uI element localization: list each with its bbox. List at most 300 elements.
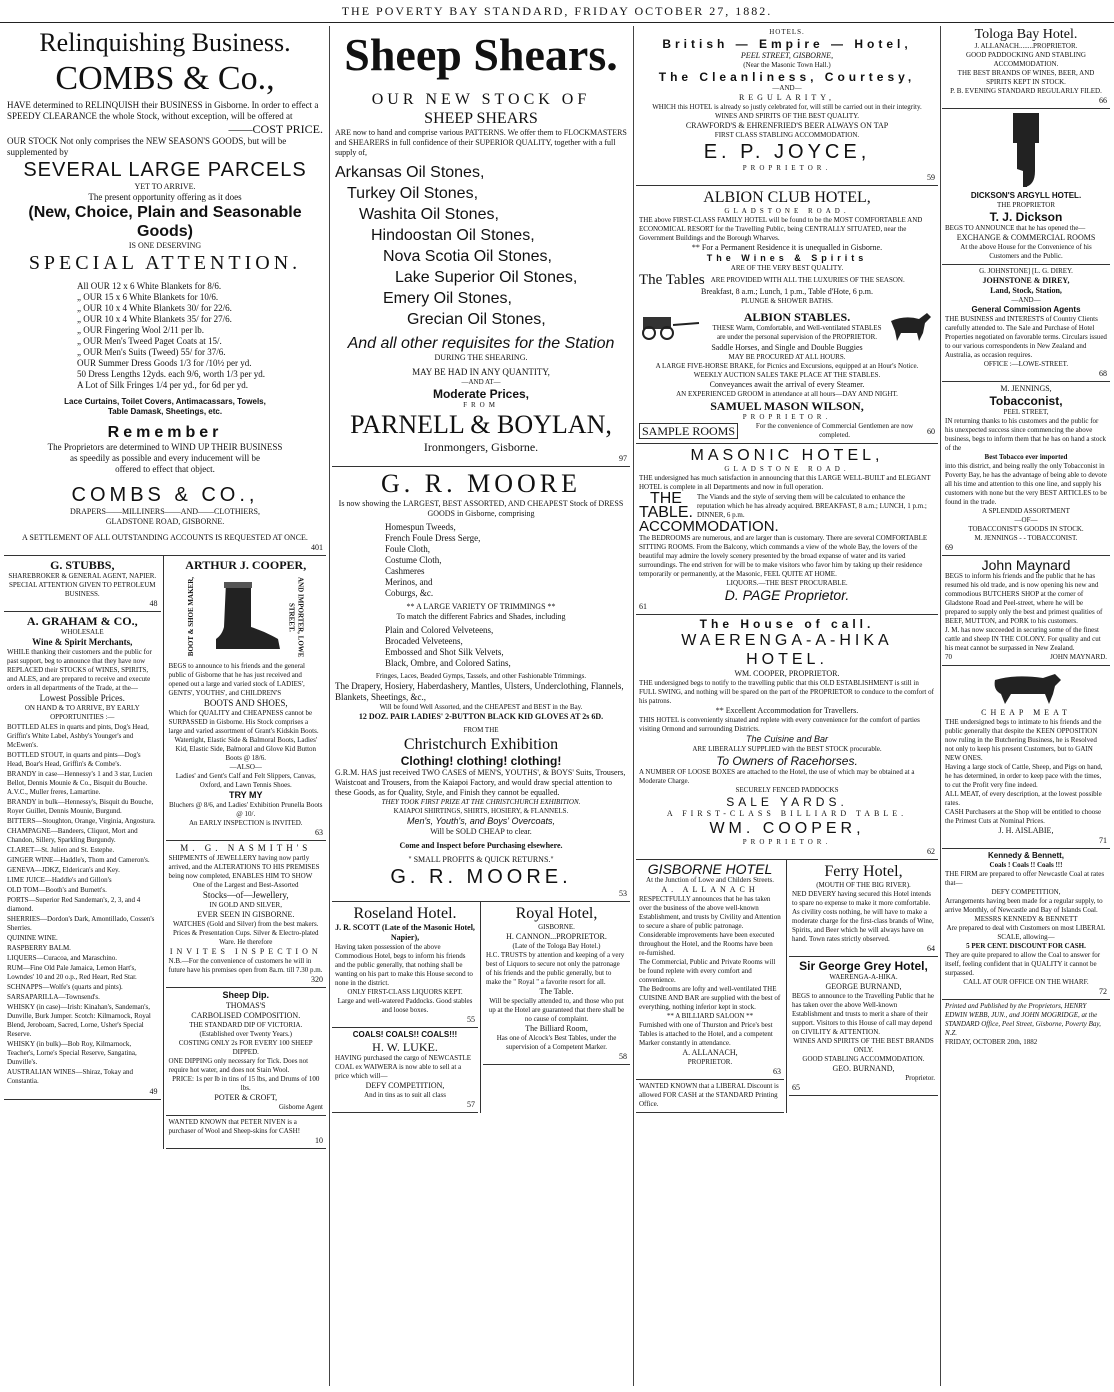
albion-heading: ALBION CLUB HOTEL, bbox=[703, 189, 871, 206]
loose-boxes: A NUMBER OF LOOSE BOXES are attached to the Hotel, the use of which may be obtained at a Moderate Charge. bbox=[639, 768, 915, 785]
messrs-body: Are prepared to deal with Customers on most LIBERAL SCALE, allowing— bbox=[946, 924, 1106, 941]
billiard-table: A FIRST-CLASS BILLIARD TABLE. bbox=[666, 809, 908, 818]
allow: They are quite prepared to allow the Coal to answer for itself, feeling confident that in QUALITY it cannot be surpassed. bbox=[945, 951, 1101, 977]
offered: offered to effect that object. bbox=[115, 464, 215, 474]
maynard-heading: John Maynard bbox=[981, 557, 1071, 573]
list-item: PORTS—Superior Red Sandeman's, 2, 3, and 4 diamond. bbox=[7, 896, 141, 913]
waerenga-heading: WAERENGA-A-HIKA HOTEL. bbox=[681, 632, 893, 668]
during: DURING THE SHEARING. bbox=[434, 353, 528, 362]
list-item: Black, Ombre, and Colored Satins, bbox=[385, 658, 511, 668]
exchange-body: At the above House for the Convenience of his Customers and the Public. bbox=[960, 243, 1092, 260]
maynard-footer-row bbox=[945, 653, 1107, 662]
left-subcolumn bbox=[4, 556, 164, 1149]
johnstone-body: THE BUSINESS and INTERESTS of Country Clients carefully attended to. The Sale and Purchase of Hotel Properties negotiated on favorable terms. Circulars issued to our various correspondents in New Zealand and Australia, as occasion requires. bbox=[945, 315, 1107, 359]
wm-cooper: WM. COOPER, bbox=[709, 820, 865, 837]
maynard-body-2: J. M. has now succeeded in securing some of the finest cattle and sheep IN THE COLONY. For quality and cut his meat cannot be surpassed in New Zealand. bbox=[945, 626, 1101, 652]
the-table-row bbox=[639, 492, 935, 520]
allanach-body: RESPECTFULLY announces that he has taken over the business of the above well-known Establishment, and trusts by Civility and Attention to secure a share of public patronage. bbox=[639, 895, 781, 930]
list-item: Emery Oil Stones, bbox=[383, 290, 512, 307]
list-item: Homespun Tweeds, bbox=[385, 522, 456, 532]
gladstone-road: GLADSTONE ROAD, GISBORNE. bbox=[105, 517, 225, 526]
and: —AND— bbox=[772, 84, 802, 92]
good-stabling: GOOD STABLING ACCOMMODATION. bbox=[802, 1055, 925, 1063]
cannon: H. CANNON...PROPRIETOR. bbox=[506, 932, 607, 941]
niven-advert bbox=[166, 1116, 326, 1149]
gold-silver: IN GOLD AND SILVER, bbox=[209, 901, 282, 909]
accommodation-row bbox=[639, 520, 935, 534]
roseland-heading: Roseland Hotel. bbox=[353, 905, 457, 922]
sample-desc: For the convenience of Commercial Gentlemen are now completed. bbox=[755, 422, 914, 439]
liquors: LIQUORS.—THE BEST PROCURABLE. bbox=[726, 579, 848, 587]
alterations: Considerable improvements have been executed throughout the Hotel, and the Rooms have been re-furnished. bbox=[639, 931, 775, 957]
defy: DEFY COMPETITION, bbox=[991, 888, 1061, 896]
devery-body: As civility costs nothing, he will have to make a moderate charge for the first-class brands of Wine, Spirits, and Beer which he will always have on hand. Town rates strictly observed. bbox=[792, 908, 934, 943]
sheep-shears-heading: Sheep Shears. bbox=[344, 29, 618, 80]
page-proprietor: D. PAGE Proprietor. bbox=[724, 587, 850, 603]
owners: To Owners of Racehorses. bbox=[716, 754, 858, 768]
table-damask: Table Damask, Sheetings, etc. bbox=[107, 407, 223, 416]
ad-number: 70 bbox=[945, 653, 952, 661]
nasmith-largest: One of the Largest and Best-Assorted bbox=[193, 881, 299, 889]
list-item: RUM—Fine Old Pale Jamaica, Lemon Hart's, Lowndes' 10 and 20 o.p., Red Heart, Red Star. bbox=[7, 964, 137, 981]
johnstone-names: G. JOHNSTONE] [L. G. DIREY. bbox=[979, 267, 1073, 275]
ad-number: 320 bbox=[311, 975, 323, 984]
our-stock: OUR STOCK Not only comprises the NEW SEASON'S GOODS, but will be supplemented by bbox=[7, 136, 287, 157]
poter-place: Gisborne Agent bbox=[278, 1103, 323, 1111]
stubbs-attention: SPECIAL ATTENTION GIVEN TO PETROLEUM BUSINESS. bbox=[9, 581, 156, 598]
ad-number: 49 bbox=[149, 1087, 158, 1096]
cooper-also: —ALSO— bbox=[229, 763, 262, 771]
jewellery-stocks: Stocks—of—Jewellery, bbox=[202, 890, 289, 900]
dickson-body: BEGS TO ANNOUNCE that he has opened the— bbox=[945, 224, 1086, 232]
ferry-heading: Ferry Hotel, bbox=[824, 863, 903, 880]
paddocks: Large and well-watered Paddocks. Good stables and loose boxes. bbox=[337, 997, 473, 1014]
sheep-shears-advert bbox=[332, 26, 630, 467]
ad-number: 60 bbox=[927, 426, 935, 436]
list-item: OUR Summer Dress Goods 1/3 for /10½ per yd. bbox=[77, 358, 252, 368]
yet-to-arrive: YET TO ARRIVE. bbox=[134, 182, 196, 191]
drapery: The Drapery, Hosiery, Haberdashery, Mantles, Ulsters, Underclothing, Flannels, Blankets, Sheetings, &c., bbox=[335, 681, 624, 702]
list-item: Hindoostan Oil Stones, bbox=[371, 227, 535, 244]
billiard-body: Has one of Alcock's Best Tables, under the supervision of a Competent Marker. bbox=[496, 1034, 617, 1051]
and: —AND— bbox=[1011, 296, 1041, 304]
best-tobacco: Best Tobacco ever imported bbox=[984, 453, 1068, 461]
list-item: Costume Cloth, bbox=[385, 555, 442, 565]
list-item: BRANDY in bulk—Hennessy's, Bisquit du Bouche, Royer Guillet, Dennis Mounie, Burgund. bbox=[7, 798, 154, 815]
lower-column-1 bbox=[4, 556, 326, 1149]
stubbs-name: G. STUBBS, bbox=[50, 558, 115, 572]
waerenga-advert bbox=[636, 615, 938, 860]
cash-purchasers: CASH Purchasers at the Shop will be entitled to choose the Primest Cuts at Nominal Prices. bbox=[945, 808, 1102, 825]
tobacconist-goods: TOBACCONIST'S GOODS IN STOCK. bbox=[968, 525, 1084, 533]
standard-dip: THE STANDARD DIP OF VICTORIA. bbox=[189, 1021, 303, 1029]
wines-spirits: The Wines & Spirits bbox=[706, 253, 868, 263]
deserving: IS ONE DESERVING bbox=[128, 241, 202, 250]
cheap-meat-heading: CHEAP MEAT bbox=[981, 708, 1071, 717]
list-item: AUSTRALIAN WINES—Shiraz, Tokay and Constantia. bbox=[7, 1068, 134, 1085]
wilson: SAMUEL MASON WILSON, bbox=[710, 399, 864, 413]
jennings-advert bbox=[942, 382, 1110, 556]
list-item: SCHNAPPS—Wolfe's (quarts and pints). bbox=[7, 983, 123, 991]
right-subcolumn bbox=[164, 556, 326, 1149]
dress-goods-list bbox=[335, 522, 627, 599]
mouth: (MOUTH OF THE BIG RIVER). bbox=[816, 881, 911, 889]
imprint-date: FRIDAY, OCTOBER 20th, 1882 bbox=[945, 1038, 1038, 1046]
christchurch-exhibition: Christchurch Exhibition bbox=[403, 736, 559, 753]
this-hotel: THIS HOTEL is conveniently situated and replete with every convenience for the comfort of parties visiting Ormond and surrounding Districts. bbox=[639, 716, 920, 733]
bedrooms: The Bedrooms are lofty and well-ventilated THE CUISINE AND BAR are supplied with the best of everything, nothing inferior kept in stock. bbox=[639, 985, 781, 1011]
prop: PROPRIETOR. bbox=[687, 1058, 733, 1066]
kennedy-advert bbox=[942, 849, 1110, 1000]
masonic-heading: MASONIC HOTEL, bbox=[690, 447, 884, 464]
ad-number: 61 bbox=[639, 602, 647, 611]
watches: WATCHES (Gold and Silver) from the best makers. Prices & Presentation Cups. Silver & Electro-plated Ware. He therefore bbox=[172, 920, 319, 946]
nasmith-heading: M. G. NASMITH'S bbox=[180, 843, 312, 853]
which: WHICH this HOTEL is already so justly celebrated for, will still be carried out in their integrity. bbox=[652, 103, 922, 111]
stubbs-advert bbox=[4, 556, 161, 612]
crawford: CRAWFORD'S & EHRENFRIED'S BEER ALWAYS ON TAP bbox=[685, 121, 889, 130]
cooper-heading: ARTHUR J. COOPER, bbox=[185, 558, 307, 572]
shears-body: ARE now to hand and comprise various PATTERNS. We offer them to FLOCKMASTERS and SHEARERS in full confidence of their SUPERIOR QUALITY, together with a full supply of, bbox=[335, 128, 627, 157]
list-item: All OUR 12 x 6 White Blankets for 8/6. bbox=[77, 281, 222, 291]
the-table: The Table. bbox=[539, 987, 574, 996]
sheep-dip-advert bbox=[166, 988, 326, 1116]
special-attention: SPECIAL ATTENTION. bbox=[28, 252, 302, 274]
saddle: Saddle Horses, and Single and Double Buggies bbox=[711, 343, 863, 352]
british-heading: British — Empire — Hotel, bbox=[662, 37, 912, 51]
inspection: An EARLY INSPECTION is INVITED. bbox=[188, 819, 303, 827]
combs-heading: COMBS & Co., bbox=[55, 60, 275, 97]
procured: MAY BE PROCURED AT ALL HOURS. bbox=[728, 353, 846, 361]
settlement: A SETTLEMENT OF ALL OUTSTANDING ACCOUNTS IS REQUESTED AT ONCE. bbox=[22, 533, 308, 542]
livestock-illustration bbox=[945, 668, 1107, 708]
stabling: FIRST CLASS STABLING ACCOMMODATION. bbox=[714, 131, 860, 139]
cleanliness: The Cleanliness, Courtesy, bbox=[658, 70, 916, 84]
standard-filed: P. B. EVENING STANDARD REGULARLY FILED. bbox=[950, 87, 1102, 95]
ad-number: 69 bbox=[945, 543, 953, 552]
stables-row bbox=[639, 309, 935, 343]
match: To match the different Fabrics and Shades, including bbox=[396, 612, 566, 621]
ad-number: 63 bbox=[315, 828, 323, 837]
discount: 5 PER CENT. DISCOUNT FOR CASH. bbox=[966, 942, 1086, 950]
list-item: Arkansas Oil Stones, bbox=[335, 164, 485, 181]
list-item: LIQUERS—Curacoa, and Maraschino. bbox=[7, 954, 118, 962]
splendid: A SPLENDID ASSORTMENT bbox=[982, 507, 1070, 515]
column-rule bbox=[940, 26, 941, 1386]
cheap-body-2: Having a large stock of Cattle, Sheep, and Pigs on hand, he has determined, in order to keep pace with the times, to cut the Profit very fine indeed. bbox=[945, 763, 1103, 789]
scott-heading: J. R. SCOTT (Late of the Masonic Hotel, Napier), bbox=[335, 923, 475, 942]
the-table-heading: THE TABLE. bbox=[639, 490, 693, 521]
billiard-room: The Billiard Room, bbox=[525, 1024, 588, 1033]
ad-number: 55 bbox=[467, 1015, 475, 1024]
plunge: PLUNGE & SHOWER BATHS. bbox=[741, 297, 833, 305]
list-item: Grecian Oil Stones, bbox=[407, 311, 546, 328]
from: FROM bbox=[463, 401, 499, 409]
wanted-known: WANTED KNOWN that a LIBERAL Discount is allowed FOR CASH at the STANDARD Printing Office. bbox=[639, 1082, 779, 1108]
luke-body: HAVING purchased the cargo of NEWCASTLE COAL ex WAIWERA is now able to sell at a price which will— bbox=[335, 1054, 472, 1080]
stables-heading: ALBION STABLES. bbox=[743, 310, 851, 324]
try-my: TRY MY bbox=[229, 790, 263, 800]
list-item: GENEVA—JDKZ, Elderican's and Key. bbox=[7, 866, 120, 874]
wines-best: WINES AND SPIRITS OF THE BEST BRANDS ONLY. bbox=[793, 1037, 934, 1054]
cuisine: The Cuisine and Bar bbox=[745, 734, 829, 744]
geo-burnand: GEO. BURNAND, bbox=[832, 1064, 895, 1073]
moore-advert bbox=[332, 467, 630, 902]
scott-body: Having taken possession of the above Commodious Hotel, begs to inform his friends and the public generally, that nothing shall be wanting on his part to make this House second to none in the district. bbox=[335, 943, 473, 987]
dip-price: PRICE: 1s per lb in tins of 15 lbs, and Drums of 100 lbs. bbox=[172, 1075, 320, 1092]
ironmongers: Ironmongers, Gisborne. bbox=[423, 440, 539, 454]
column-4 bbox=[942, 26, 1110, 1386]
grey-place: WAERENGA-A-HIKA. bbox=[829, 973, 898, 981]
column-3 bbox=[636, 26, 938, 1386]
ferry-hotel-advert bbox=[789, 860, 938, 957]
list-item: Merinos, and bbox=[385, 577, 433, 587]
tobacconist-heading: Tobacconist, bbox=[989, 394, 1063, 408]
nasmith-advert bbox=[166, 841, 326, 988]
relinquishing-heading: Relinquishing Business. bbox=[39, 28, 291, 57]
tologa-heading: Tologa Bay Hotel. bbox=[974, 27, 1078, 42]
list-item: „ OUR Men's Tweed Paget Coats at 15/. bbox=[77, 336, 222, 346]
combs-intro: HAVE determined to RELINQUISH their BUSINESS in Gisborne. In order to effect a SPEEDY CLEARANCE the whole Stock, without exception, will be offered at bbox=[7, 100, 319, 121]
small-profits: " SMALL PROFITS & QUICK RETURNS." bbox=[408, 855, 554, 864]
graham-heading: A. GRAHAM & CO., bbox=[26, 614, 138, 628]
left-subcolumn bbox=[636, 860, 787, 1113]
dickson: T. J. Dickson bbox=[989, 210, 1063, 224]
sheep-shears-sub: SHEEP SHEARS bbox=[424, 110, 538, 127]
wine-merchants: Wine & Spirit Merchants, bbox=[32, 637, 133, 647]
list-item: „ OUR Men's Suits (Tweed) 55/ for 37/6. bbox=[77, 347, 226, 357]
exchange: EXCHANGE & COMMERCIAL ROOMS bbox=[956, 233, 1096, 242]
list-item: Nova Scotia Oil Stones, bbox=[383, 248, 552, 265]
lower-column-2 bbox=[332, 902, 630, 1113]
cooper-body: BEGS to announce to his friends and the general public of Gisborne that he has just received and opened out a large and varied stock of LADIES', GENTS', YOUTHS', and CHILDREN'S bbox=[168, 662, 305, 697]
breakfast: Breakfast, 8 a.m.; Lunch, 1 p.m., Table d'Hote, 6 p.m. bbox=[700, 287, 874, 296]
first-prize: THEY TOOK FIRST PRIZE AT THE CHRISTCHURCH EXHIBITION. bbox=[381, 798, 581, 806]
joyce: E. P. JOYCE, bbox=[703, 141, 871, 163]
sir-george-grey-advert bbox=[789, 957, 938, 1096]
moore-intro: Is now showing the LARGEST, BEST ASSORTED, AND CHEAPEST Stock of DRESS GOODS in Gisborne, comprising bbox=[338, 499, 624, 518]
jennings-name: M. JENNINGS, bbox=[1000, 384, 1052, 393]
list-item: French Foule Dress Serge, bbox=[385, 533, 481, 543]
grm-body: G.R.M. HAS just received TWO CASES of MEN'S, YOUTHS', & BOYS' Suits, Trousers, Waistcoat and Trousers, from the Kaiapoi Factory, and would draw special attention to these Goods, as for Quality, Style, and Finish they cannot be equalled. bbox=[335, 768, 626, 797]
ad-number: 53 bbox=[619, 889, 627, 898]
sample-rooms-row bbox=[639, 422, 935, 440]
royal-place: GISBORNE. bbox=[538, 923, 575, 931]
list-item: Brocaded Velveteens, bbox=[385, 636, 463, 646]
list-item: SARSAPARILLA—Townsend's. bbox=[7, 993, 100, 1001]
wholesale: WHOLESALE bbox=[60, 628, 104, 636]
accommodation-body: The BEDROOMS are numerous, and are larger than is customary. There are several COMFORTABLE SITTING ROOMS. From the Balcony, which commands a view of the whole Bay, the lovers of the beautiful may admire the lovely scenery presented by the broad expanse of water and its varied surroundings. The end striven for will be to make visitors who favor him by taking up their residence temporarily or permanently, at the Masonic, FEEL QUITE AT HOME. bbox=[639, 534, 928, 578]
groom: AN EXPERIENCED GROOM in attendance at all hours—DAY AND NIGHT. bbox=[676, 390, 898, 398]
cooper-body-2: Which for QUALITY and CHEAPNESS cannot be SURPASSED in Gisborne. His Stock comprises a large and varied assortment of Grant's Kidskin Boots. bbox=[168, 709, 319, 735]
maynard-advert bbox=[942, 556, 1110, 666]
ad-number: 58 bbox=[619, 1052, 627, 1061]
ad-number: 401 bbox=[311, 543, 323, 552]
drapers: DRAPERS——MILLINERS——AND——CLOTHIERS, bbox=[69, 507, 260, 516]
cooper-list: Watertight, Elastic Side & Balmoral Boots, Ladies' Kid, Elastic Side, Balmoral and Glove Kid Button Boots @ 18/6. bbox=[174, 736, 318, 762]
gisborne-heading: GISBORNE HOTEL bbox=[647, 861, 773, 877]
allanach: A. ALLANACH bbox=[661, 885, 759, 894]
regularity: REGULARITY, bbox=[738, 93, 836, 102]
luke-heading: H. W. LUKE. bbox=[372, 1040, 438, 1054]
carriage-icon bbox=[639, 311, 709, 341]
sold-cheap: Will be SOLD CHEAP to clear. bbox=[430, 827, 532, 836]
well-assorted: Will be found Well Assorted, and the CHEAPEST and BEST in the Bay. bbox=[379, 703, 583, 711]
list-item: BOTTLED STOUT, in quarts and pints—Dog's Head, Boar's Head, Griffin's & Combe's. bbox=[7, 751, 141, 768]
arrangements: Arrangements having been made for a regular supply, to arrive Monthly, of Newcastle and Bay of Islands Coal. bbox=[945, 897, 1103, 914]
moore-heading: G. R. MOORE bbox=[380, 469, 581, 498]
list-item: Lake Superior Oil Stones, bbox=[395, 269, 578, 286]
clothing: Clothing! clothing! clothing! bbox=[400, 754, 562, 768]
stubbs-title: SHAREBROKER & GENERAL AGENT, NAPIER. bbox=[8, 572, 157, 580]
graham-advert bbox=[4, 612, 161, 1100]
sale-yards: SALE YARDS. bbox=[726, 795, 848, 809]
hand-illustration bbox=[945, 111, 1107, 191]
column-2 bbox=[332, 26, 630, 1386]
lace-curtains: Lace Curtains, Toilet Covers, Antimacassars, Towels, bbox=[64, 397, 266, 406]
albion-body: THE above FIRST-CLASS FAMILY HOTEL will be found to be the MOST COMFORTABLE AND ECONOMICAL RESORT for the Travelling Public, being CENTRALLY SITUATED, near the Government Buildings and the Borough Wharves. bbox=[639, 216, 923, 242]
saloon-body: Furnished with one of Thurston and Price's best Tables is attached to the Hotel, and a competent Marker constantly in attendance. bbox=[639, 1021, 773, 1047]
ad-number: 48 bbox=[149, 599, 158, 608]
liberally: ARE LIBERALLY SUPPLIED with the BEST STOCK procurable. bbox=[692, 745, 882, 753]
list-item: CHAMPAGNE—Bandeers, Cliquot, Mort and Chandon, Sillery, Sparkling Burgundy. bbox=[7, 827, 138, 844]
boot-icon bbox=[196, 577, 286, 657]
maynard-footer: JOHN MAYNARD. bbox=[1050, 653, 1107, 661]
list-item: 50 Dress Lengths 12yds. each 9/6, worth 1/3 per yd. bbox=[77, 369, 265, 379]
aislabie: J. H. AISLABIE, bbox=[998, 826, 1054, 835]
proprietor: PROPRIETOR. bbox=[742, 838, 832, 846]
ad-number: 72 bbox=[1099, 987, 1107, 996]
maynard-body: BEGS to inform his friends and the public that he has resumed his old trade, and is now opening his new and commodious BUTCHERS SHOP at the corner of Gladstone Road and Peel-street, where he will be prepared to supply only the best and primest qualities of BEEF, MUTTON, and PORK to his customers. bbox=[945, 572, 1103, 625]
of: —OF— bbox=[1014, 516, 1038, 524]
liquor-list bbox=[7, 723, 158, 1086]
list-item: GINGER WINE—Haddle's, Thom and Cameron's. bbox=[7, 856, 150, 864]
luke-advert bbox=[332, 1028, 478, 1113]
cooper-advert bbox=[166, 556, 326, 841]
list-item: Embossed and Shot Silk Velvets, bbox=[385, 647, 504, 657]
list-item: „ OUR Fingering Wool 2/11 per lb. bbox=[77, 325, 205, 335]
lower-column-3 bbox=[636, 860, 938, 1113]
masonic-advert bbox=[636, 444, 938, 615]
hc-body: H.C. TRUSTS by attention and keeping of a very best of Liquors to secure not only the patronage of his friends and the public generally, but to make the " Royal " a favorite resort for all. bbox=[486, 951, 625, 986]
left-subcolumn bbox=[332, 902, 481, 1113]
oil-stones-list bbox=[335, 162, 627, 330]
tables-desc: ARE PROVIDED WITH ALL THE LUXURIES OF THE SEASON. bbox=[710, 275, 905, 284]
coals-heading: COALS! COALS!! COALS!!! bbox=[352, 1030, 458, 1039]
cooper-proprietor: WM. COOPER, PROPRIETOR. bbox=[734, 669, 840, 678]
ad-number: 68 bbox=[1099, 369, 1107, 378]
list-item: Turkey Oil Stones, bbox=[347, 185, 479, 202]
near-hall: (Near the Masonic Town Hall.) bbox=[743, 61, 831, 69]
land-stock: Land, Stock, Station, bbox=[990, 286, 1062, 295]
office: OFFICE :—LOWE-STREET. bbox=[983, 360, 1069, 368]
coals: Coals ! Coals !! Coals !!! bbox=[989, 861, 1063, 869]
list-item: Plain and Colored Velveteens, bbox=[385, 625, 494, 635]
only-first-class: ONLY FIRST-CLASS LIQUORS KEPT. bbox=[347, 988, 463, 996]
sheep-dip-heading: Sheep Dip. bbox=[222, 990, 270, 1000]
list-item: BITTERS—Stoughton, Orange, Virginia, Angostura. bbox=[7, 817, 156, 825]
list-item: „ OUR 15 x 6 White Blankets for 10/6. bbox=[77, 292, 219, 302]
johnstone-advert bbox=[942, 265, 1110, 382]
table-body: Will be specially attended to, and those who put up at the Hotel are guaranteed that there shall be no cause of complaint. bbox=[488, 997, 625, 1023]
stables-body: THESE Warm, Comfortable, and Well-ventilated STABLES are under the personal supervision of the PROPRIETOR. bbox=[712, 324, 882, 341]
fringes: Fringes, Laces, Beaded Gymps, Tassels, and other Fashionable Trimmings. bbox=[375, 672, 587, 680]
come-inspect: Come and Inspect before Purchasing elsewhere. bbox=[399, 841, 563, 850]
remember: Remember bbox=[107, 424, 223, 441]
masthead: THE POVERTY BAY STANDARD, FRIDAY OCTOBER 27, 1882. bbox=[0, 0, 1114, 23]
commission-agents: General Commission Agents bbox=[971, 305, 1081, 314]
list-item: CLARET—St. Julien and St. Estephe. bbox=[7, 846, 115, 854]
royal-hotel-advert bbox=[483, 902, 630, 1065]
tologa-allanach: J. ALLANACH........PROPRIETOR. bbox=[974, 42, 1078, 50]
ad-number: 71 bbox=[1099, 836, 1107, 845]
best-body: into this district, and being really the only Tobacconist in Poverty Bay, he has the advantage of being able to devote all his time and attention to this one line, and supply his customers with none but the very BEST ARTICLES to be found in the trade. bbox=[945, 462, 1107, 506]
tables: The Tables bbox=[639, 272, 705, 288]
parnell-boylan: PARNELL & BOYLAN, bbox=[350, 410, 612, 439]
list-item: A Lot of Silk Fringes 1/4 per yd., for 6d per yd. bbox=[77, 380, 248, 390]
speedily: as speedily as possible and every inducement will be bbox=[70, 453, 260, 463]
list-item: BRANDY in case—Hennessy's 1 and 3 star, Lucien Bellot, Dennis Mounie & Co., Bisquit du Bouche. A.V.C., Muller freres, Lamartine. bbox=[7, 770, 153, 796]
right-subcolumn bbox=[787, 860, 938, 1113]
ad-number: 64 bbox=[927, 944, 935, 953]
very-best: ARE OF THE VERY BEST QUALITY. bbox=[730, 264, 844, 272]
ad-number: 62 bbox=[927, 847, 935, 856]
cooper-list-2: Ladies' and Gent's Calf and Felt Slippers, Canvas, Oxford, and Lawn Tennis Shoes. bbox=[175, 772, 316, 789]
opportunity: The present opportunity offering as it does bbox=[88, 192, 242, 202]
ad-number: 65 bbox=[792, 1083, 800, 1092]
list-item: Foule Cloth, bbox=[385, 544, 431, 554]
new-stock: OUR NEW STOCK OF bbox=[371, 91, 591, 108]
cheap-body: THE undersigned begs to intimate to his friends and the public generally that despite the KEEN OPPOSITION now ruling in the Butchering Business, he is Resolved not only to keep his present Customers, but to GAIN NEW ONES. bbox=[945, 718, 1102, 762]
column-rule bbox=[329, 26, 330, 1386]
secure: SECURELY FENCED PADDOCKS bbox=[735, 786, 839, 794]
tables-row bbox=[639, 273, 935, 287]
right-subcolumn bbox=[481, 902, 630, 1113]
cheap-meat-advert bbox=[942, 666, 1110, 849]
list-item: Coburgs, &c. bbox=[385, 588, 434, 598]
boots-and-shoes: BOOTS AND SHOES, bbox=[203, 698, 288, 708]
brands: THE BEST BRANDS OF WINES, BEER, AND SPIRITS KEPT IN STOCK. bbox=[957, 69, 1095, 86]
kennedy-heading: Kennedy & Bennett, bbox=[987, 851, 1064, 860]
list-item: Washita Oil Stones, bbox=[359, 206, 499, 223]
poter-croft: POTER & CROFT, bbox=[214, 1093, 278, 1102]
pointing-hand-icon bbox=[1001, 111, 1051, 191]
ad-number: 59 bbox=[927, 173, 935, 182]
allanach-footer: A. ALLANACH, bbox=[682, 1048, 738, 1057]
conveyances: Conveyances await the arrival of every Steamer. bbox=[709, 380, 865, 389]
kaiapoi: KAIAPOI SHIRTINGS, SHIRTS, HOSIERY, & FLANNELS. bbox=[393, 807, 569, 815]
lowest-prices: Lowest Possible Prices. bbox=[39, 693, 125, 703]
call-at: CALL AT OUR OFFICE ON THE WHARF. bbox=[963, 978, 1089, 986]
burnand-body: BEGS to announce to the Travelling Public that he has taken over the above Well-known Establishment and trusts to merit a share of their support. Visitors to this House of call may depend on CIVILITY & ATTENTION. bbox=[792, 992, 934, 1036]
jennings-footer: M. JENNINGS - - TOBACCONIST. bbox=[974, 534, 1078, 542]
column-rule bbox=[633, 26, 634, 1386]
masonic-body: THE undersigned has much satisfaction in announcing that this LARGE WELL-BUILT and ELEGANT HOTEL is complete in all Departments and now in full operation. bbox=[639, 474, 931, 491]
proprietor: PROPRIETOR. bbox=[742, 413, 832, 421]
one-dipping: ONE DIPPING only necessary for Tick. Does not require hot water, and does not Stain Wool. bbox=[168, 1057, 309, 1074]
list-item: BOTTLED ALES in quarts and pints, Dog's Head, Griffin's White Label, Ashby's Younger's and McEwen's. bbox=[7, 723, 149, 749]
wines: WINES AND SPIRITS OF THE BEST QUALITY. bbox=[714, 112, 860, 120]
list-item: Cashmeres bbox=[385, 566, 425, 576]
tologa-advert bbox=[942, 26, 1110, 109]
column-1 bbox=[4, 26, 326, 1386]
burnand: GEORGE BURNAND, bbox=[825, 982, 902, 991]
peel-street: PEEL STREET, GISBORNE, bbox=[740, 51, 834, 60]
standard-advert bbox=[636, 1080, 784, 1113]
blanket-list bbox=[7, 281, 323, 391]
ad-number: 63 bbox=[773, 1067, 781, 1076]
roseland-advert bbox=[332, 902, 478, 1028]
